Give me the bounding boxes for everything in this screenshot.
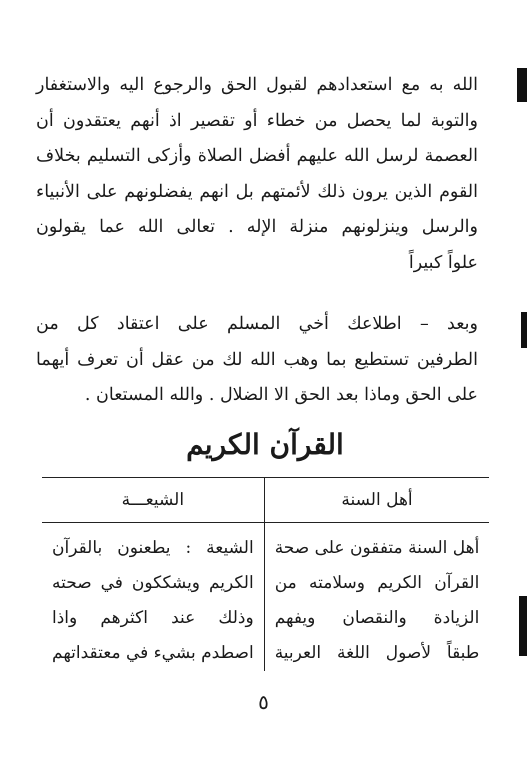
cell-line: الكريم ويشككون في صحته bbox=[52, 573, 254, 593]
cell-line: طبقاً لأصول اللغة العربية bbox=[274, 643, 480, 663]
text-line: علواً كبيراً bbox=[408, 252, 478, 273]
column-header-shia: الشيعـــة bbox=[42, 478, 264, 523]
scan-edge-mark bbox=[519, 596, 527, 656]
scan-edge-mark bbox=[517, 68, 527, 102]
cell-line: الزيادة والنقصان ويفهم bbox=[274, 608, 480, 628]
scan-edge-mark bbox=[521, 312, 527, 348]
cell-line: وذلك عند اكثرهم واذا bbox=[52, 608, 254, 628]
table-row bbox=[42, 523, 489, 672]
comparison-table bbox=[42, 477, 489, 671]
sunnah-cell bbox=[264, 523, 489, 672]
shia-cell bbox=[42, 523, 264, 672]
text-line: العصمة لرسل الله عليهم أفضل الصلاة وأزكى التسليم بخلاف bbox=[36, 146, 478, 166]
paragraph-2 bbox=[36, 307, 478, 414]
column-header-sunnah: أهل السنة bbox=[264, 478, 489, 523]
text-line: على الحق وماذا بعد الحق الا الضلال . والله المستعان . bbox=[84, 385, 478, 405]
paragraph-1 bbox=[36, 68, 478, 281]
text-line: والرسل وينزلونهم منزلة الإله . تعالى الله عما يقولون bbox=[36, 217, 478, 237]
text-line: الطرفين تستطيع بما وهب الله لك من عقل أن تعرف أيهما bbox=[36, 349, 478, 370]
page-number: ٥ bbox=[258, 690, 269, 714]
section-heading: القرآن الكريم bbox=[186, 428, 344, 461]
table-header-row bbox=[42, 478, 489, 523]
text-line: وبعد – اطلاعك أخي المسلم على اعتقاد كل من bbox=[36, 314, 478, 334]
text-line: الله به مع استعدادهم لقبول الحق والرجوع اليه والاستغفار bbox=[36, 75, 478, 95]
cell-line: الشيعة : يطعنون بالقرآن bbox=[52, 538, 254, 558]
cell-line: أهل السنة متفقون على صحة bbox=[274, 538, 480, 558]
cell-line: اصطدم بشيء في معتقداتهم bbox=[52, 643, 254, 663]
cell-line: القرآن الكريم وسلامته من bbox=[274, 573, 480, 593]
text-line: القوم الذين يرون ذلك لأئمتهم بل انهم يفضلونهم على الأنبياء bbox=[36, 181, 478, 202]
text-line: والتوبة لما يحصل من خطاء أو تقصير اذ أنهم يعتقدون أن bbox=[36, 110, 478, 131]
